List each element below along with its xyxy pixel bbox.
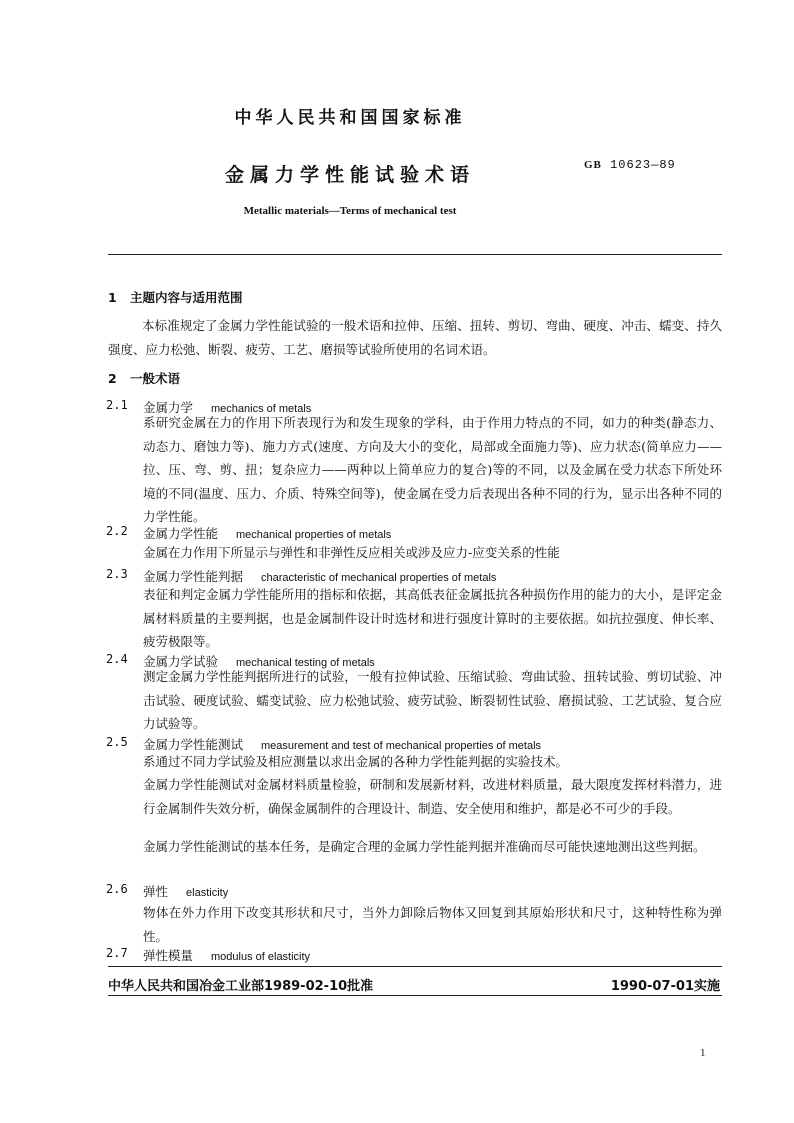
- term-number: 2.2: [106, 524, 128, 538]
- footer-divider: [108, 966, 722, 967]
- section-title: 主题内容与适用范围: [130, 290, 243, 305]
- term-chinese: 弹性 elasticity: [143, 884, 229, 899]
- term-english: mechanical testing of metals: [236, 657, 375, 669]
- footer-bottom-divider: [108, 995, 722, 996]
- term-chinese: 弹性模量 modulus of elasticity: [143, 948, 311, 963]
- section-title: 一般术语: [130, 371, 181, 386]
- standard-code-number: 10623—89: [610, 158, 676, 172]
- term-2-1-definition: 系研究金属在力的作用下所表现行为和发生现象的学科，由于作用力特点的不同，如力的种类(静态力、动态力、磨蚀力等)、施力方式(速度、方向及大小的变化，局部或全面施力等)、应力状态(简单应力——拉、压、弯、剪、扭；复杂应力——两种以上简单应力的复合)等的不同，以及金属在受力状态下所处环境的不同(温度、压力、介质、特殊空间等)，使金属在受力后表现出各种不同的行为，显示出各种不同的力学性能。: [143, 415, 722, 525]
- term-chinese: 金属力学性能测试 measurement and test of mechanical properties of metals: [143, 737, 542, 752]
- term-2-3-definition: 表征和判定金属力学性能所用的指标和依据，其高低表征金属抵抗各种损伤作用的能力的大小，是评定金属材料质量的主要判据，也是金属制件设计时选材和进行强度计算时的主要依据。如抗拉强度、伸长率、疲劳极限等。: [143, 587, 722, 650]
- term-2-6-definition: 物体在外力作用下改变其形状和尺寸，当外力卸除后物体又回复到其原始形状和尺寸，这种特性称为弹性。: [143, 905, 722, 944]
- header-divider: [108, 254, 722, 255]
- effective-date: 1990-07-01实施: [610, 979, 720, 994]
- term-chinese: 金属力学 mechanics of metals: [143, 400, 312, 415]
- term-2-5-definition-1: 系通过不同力学试验及相应测量以求出金属的各种力学性能判据的实验技术。: [143, 754, 569, 769]
- term-chinese: 金属力学性能判据 characteristic of mechanical properties of metals: [143, 569, 497, 584]
- section-heading-2: [108, 369, 180, 387]
- section-number: 1: [108, 290, 117, 305]
- section-heading-1: [108, 288, 243, 306]
- term-number: 2.1: [106, 398, 128, 412]
- term-english: measurement and test of mechanical properties of metals: [261, 740, 542, 752]
- term-2-2-definition: 金属在力作用下所显示与弹性和非弹性反应相关或涉及应力-应变关系的性能: [143, 545, 560, 560]
- term-number: 2.7: [106, 946, 128, 960]
- term-2-5-definition-2: 金属力学性能测试对金属材料质量检验，研制和发展新材料，改进材料质量，最大限度发挥材料潜力，进行金属制件失效分析，确保金属制件的合理设计、制造、安全使用和维护，都是必不可少的手段。: [143, 777, 722, 816]
- term-english: mechanical properties of metals: [236, 529, 392, 541]
- english-title: Metallic materials—Terms of mechanical test: [243, 205, 457, 217]
- term-chinese: 金属力学性能 mechanical properties of metals: [143, 526, 392, 541]
- term-english: modulus of elasticity: [211, 951, 311, 963]
- term-2-4-definition: 测定金属力学性能判据所进行的试验，一般有拉伸试验、压缩试验、弯曲试验、扭转试验、剪切试验、冲击试验、硬度试验、蠕变试验、应力松弛试验、疲劳试验、断裂韧性试验、磨损试验、工艺试验、复合应力试验等。: [143, 669, 722, 732]
- term-number: 2.5: [106, 735, 128, 749]
- document-title: 金属力学性能试验术语: [224, 164, 475, 186]
- term-2-5-definition-3: 金属力学性能测试的基本任务，是确定合理的金属力学性能判据并准确而尽可能快速地测出这些判据。: [143, 839, 706, 854]
- scope-paragraph: 本标准规定了金属力学性能试验的一般术语和拉伸、压缩、扭转、剪切、弯曲、硬度、冲击、蠕变、持久强度、应力松弛、断裂、疲劳、工艺、磨损等试验所使用的名词术语。: [108, 318, 722, 357]
- approval-line: 中华人民共和国冶金工业部1989-02-10批准: [108, 979, 374, 994]
- section-number: 2: [108, 371, 117, 386]
- page-number: 1: [700, 1047, 706, 1059]
- standard-code-prefix: GB: [584, 159, 602, 171]
- term-chinese: 金属力学试验 mechanical testing of metals: [143, 654, 375, 669]
- term-number: 2.6: [106, 882, 128, 896]
- term-number: 2.3: [106, 567, 128, 581]
- term-english: characteristic of mechanical properties of metals: [261, 572, 497, 584]
- term-english: mechanics of metals: [211, 403, 312, 415]
- standard-code: [584, 158, 676, 172]
- standard-name: 中华人民共和国国家标准: [234, 108, 466, 128]
- term-number: 2.4: [106, 652, 128, 666]
- term-english: elasticity: [186, 887, 229, 899]
